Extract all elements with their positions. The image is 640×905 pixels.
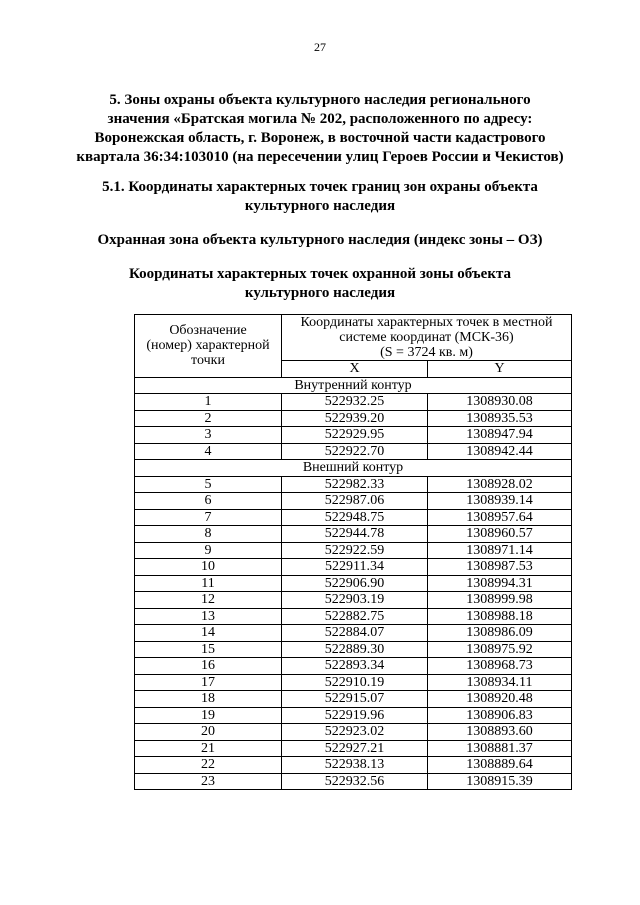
table-title-line: Координаты характерных точек охранной зоны объекта [128, 266, 512, 282]
x-coordinate-cell: 522929.95 [282, 427, 428, 444]
header-text: (S = 3724 кв. м) [380, 345, 473, 360]
x-coordinate-cell: 522915.07 [282, 691, 428, 708]
table-row [135, 707, 572, 724]
page-number: 27 [314, 40, 326, 54]
x-coordinate-cell: 522927.21 [282, 740, 428, 757]
outer-contour-body [135, 460, 572, 790]
table-title-line: культурного наследия [244, 285, 396, 301]
table-row [135, 740, 572, 757]
subsection-title-line: культурного наследия [244, 198, 396, 214]
header-text: Координаты характерных точек в местной [300, 315, 553, 330]
point-number-cell: 1 [135, 394, 282, 411]
x-coordinate-cell: 522906.90 [282, 575, 428, 592]
x-coordinate-cell: 522922.59 [282, 542, 428, 559]
x-coordinate-cell: 522932.25 [282, 394, 428, 411]
y-coordinate-cell: 1308994.31 [428, 575, 572, 592]
point-number-cell: 17 [135, 674, 282, 691]
x-coordinate-cell: 522893.34 [282, 658, 428, 675]
subsection-title [0, 178, 640, 216]
y-coordinate-cell: 1308986.09 [428, 625, 572, 642]
point-number-cell: 14 [135, 625, 282, 642]
table-row [135, 509, 572, 526]
x-coordinate-cell: 522923.02 [282, 724, 428, 741]
point-number-cell: 12 [135, 592, 282, 609]
x-coordinate-cell: 522882.75 [282, 608, 428, 625]
table-row [135, 526, 572, 543]
table-row [135, 773, 572, 790]
table-row [135, 691, 572, 708]
point-number-cell: 4 [135, 443, 282, 460]
point-number-cell: 13 [135, 608, 282, 625]
table-row [135, 427, 572, 444]
point-number-cell: 10 [135, 559, 282, 576]
header-text: (номер) характерной [146, 338, 270, 354]
table-row [135, 592, 572, 609]
point-number-cell: 18 [135, 691, 282, 708]
table-row [135, 625, 572, 642]
x-coordinate-cell: 522910.19 [282, 674, 428, 691]
y-coordinate-cell: 1308906.83 [428, 707, 572, 724]
coordinates-table [134, 314, 572, 790]
point-number-cell: 19 [135, 707, 282, 724]
y-coordinate-cell: 1308939.14 [428, 493, 572, 510]
y-coordinate-cell: 1308942.44 [428, 443, 572, 460]
table-header-row [135, 315, 572, 361]
x-coordinate-cell: 522939.20 [282, 410, 428, 427]
y-coordinate-cell: 1308928.02 [428, 476, 572, 493]
table-row [135, 493, 572, 510]
y-coordinate-cell: 1308971.14 [428, 542, 572, 559]
y-coordinate-cell: 1308987.53 [428, 559, 572, 576]
x-coordinate-cell: 522903.19 [282, 592, 428, 609]
header-text: системе координат (МСК-36) [339, 330, 514, 345]
y-coordinate-cell: 1308988.18 [428, 608, 572, 625]
inner-contour-label: Внутренний контур [135, 377, 572, 394]
y-coordinate-cell: 1308881.37 [428, 740, 572, 757]
x-coordinate-cell: 522884.07 [282, 625, 428, 642]
table-row [135, 658, 572, 675]
x-coordinate-cell: 522987.06 [282, 493, 428, 510]
x-coordinate-cell: 522938.13 [282, 757, 428, 774]
y-coordinate-cell: 1308947.94 [428, 427, 572, 444]
y-coordinate-cell: 1308934.11 [428, 674, 572, 691]
point-number-cell: 2 [135, 410, 282, 427]
y-coordinate-cell: 1308920.48 [428, 691, 572, 708]
x-coordinate-cell: 522919.96 [282, 707, 428, 724]
table-row [135, 476, 572, 493]
outer-contour-label: Внешний контур [135, 460, 572, 477]
point-number-cell: 5 [135, 476, 282, 493]
inner-contour-row [135, 377, 572, 394]
coordinates-body [135, 377, 572, 460]
y-coordinate-cell: 1308889.64 [428, 757, 572, 774]
point-number-cell: 3 [135, 427, 282, 444]
y-header: Y [428, 361, 572, 378]
point-number-cell: 23 [135, 773, 282, 790]
point-number-cell: 9 [135, 542, 282, 559]
point-number-cell: 11 [135, 575, 282, 592]
x-coordinate-cell: 522948.75 [282, 509, 428, 526]
y-coordinate-cell: 1308975.92 [428, 641, 572, 658]
x-coordinate-cell: 522982.33 [282, 476, 428, 493]
x-coordinate-cell: 522932.56 [282, 773, 428, 790]
x-coordinate-cell: 522889.30 [282, 641, 428, 658]
table-row [135, 724, 572, 741]
y-coordinate-cell: 1308915.39 [428, 773, 572, 790]
point-number-cell: 8 [135, 526, 282, 543]
y-coordinate-cell: 1308999.98 [428, 592, 572, 609]
zone-title-line: Охранная зона объекта культурного наследия (индекс зоны – ОЗ) [97, 232, 543, 248]
table-row [135, 542, 572, 559]
section-title-line: квартала 36:34:103010 (на пересечении улиц Героев России и Чекистов) [76, 149, 564, 165]
x-coordinate-cell: 522922.70 [282, 443, 428, 460]
table-row [135, 641, 572, 658]
point-number-cell: 7 [135, 509, 282, 526]
section-title-line: Воронежская область, г. Воронеж, в восточной части кадастрового [94, 130, 546, 146]
point-number-cell: 16 [135, 658, 282, 675]
point-number-cell: 15 [135, 641, 282, 658]
point-number-cell: 21 [135, 740, 282, 757]
x-coordinate-cell: 522944.78 [282, 526, 428, 543]
y-coordinate-cell: 1308968.73 [428, 658, 572, 675]
header-text: Обозначение [169, 323, 247, 339]
table-row [135, 559, 572, 576]
point-number-cell: 22 [135, 757, 282, 774]
y-coordinate-cell: 1308893.60 [428, 724, 572, 741]
x-coordinate-cell: 522911.34 [282, 559, 428, 576]
table-row [135, 757, 572, 774]
section-title-line: 5. Зоны охраны объекта культурного наследия регионального [109, 92, 531, 108]
section-title [0, 91, 640, 167]
point-number-cell: 20 [135, 724, 282, 741]
point-number-cell: 6 [135, 493, 282, 510]
table-row [135, 575, 572, 592]
table-title [0, 265, 640, 303]
y-coordinate-cell: 1308930.08 [428, 394, 572, 411]
table-row [135, 608, 572, 625]
table-row [135, 674, 572, 691]
section-title-line: значения «Братская могила № 202, расположенного по адресу: [107, 111, 533, 127]
table-row [135, 410, 572, 427]
point-number-header [135, 315, 282, 378]
header-text: точки [191, 353, 225, 369]
coordinates-header [282, 315, 572, 361]
outer-contour-row [135, 460, 572, 477]
subsection-title-line: 5.1. Координаты характерных точек границ зон охраны объекта [102, 179, 538, 195]
zone-title [0, 231, 640, 250]
y-coordinate-cell: 1308957.64 [428, 509, 572, 526]
table-row [135, 443, 572, 460]
y-coordinate-cell: 1308960.57 [428, 526, 572, 543]
x-header: X [282, 361, 428, 378]
table-row [135, 394, 572, 411]
y-coordinate-cell: 1308935.53 [428, 410, 572, 427]
